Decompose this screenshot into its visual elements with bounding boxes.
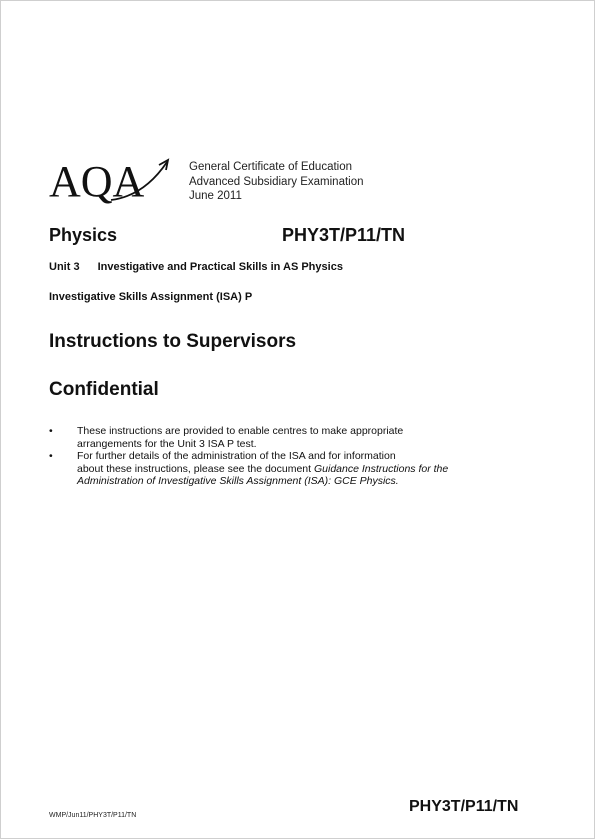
bullet-item [49, 450, 489, 488]
bullet-text: For further details of the administration of the ISA and for information [77, 450, 396, 462]
heading-instructions: Instructions to Supervisors [49, 331, 297, 352]
bullet-marker: • [49, 450, 53, 462]
exam-level: Advanced Subsidiary Examination [189, 175, 364, 188]
document-title-italic: Administration of Investigative Skills Assignment (ISA): GCE Physics. [77, 475, 399, 487]
bullet-item [49, 425, 489, 450]
exam-session: June 2011 [189, 190, 242, 202]
footer-reference: WMP/Jun11/PHY3T/P11/TN [49, 812, 137, 819]
unit-title: Investigative and Practical Skills in AS Physics [97, 261, 343, 273]
bullet-text: arrangements for the Unit 3 ISA P test. [77, 437, 257, 450]
document-title-italic: Guidance Instructions for the [313, 462, 449, 475]
bullet-marker: • [49, 425, 53, 437]
aqa-logo-text: AQA [49, 157, 145, 204]
isa-title: Investigative Skills Assignment (ISA) P [49, 291, 253, 303]
bullet-list [49, 425, 489, 488]
exam-qualification: General Certificate of Education [189, 161, 353, 173]
bullet-text-line [77, 463, 489, 476]
exam-info [189, 160, 364, 204]
bullet-text-line [77, 475, 489, 488]
bullet-text: These instructions are provided to enable centres to make appropriate [77, 425, 404, 437]
aqa-logo-graphic [49, 156, 174, 204]
footer-paper-code: PHY3T/P11/TN [409, 798, 519, 815]
bullet-text: about these instructions, please see the document [77, 462, 314, 475]
unit-line [49, 261, 343, 273]
paper-code: PHY3T/P11/TN [282, 225, 406, 245]
unit-number: Unit 3 [49, 261, 80, 273]
aqa-logo [49, 156, 174, 204]
heading-confidential: Confidential [49, 379, 159, 400]
subject-title: Physics [49, 225, 118, 245]
